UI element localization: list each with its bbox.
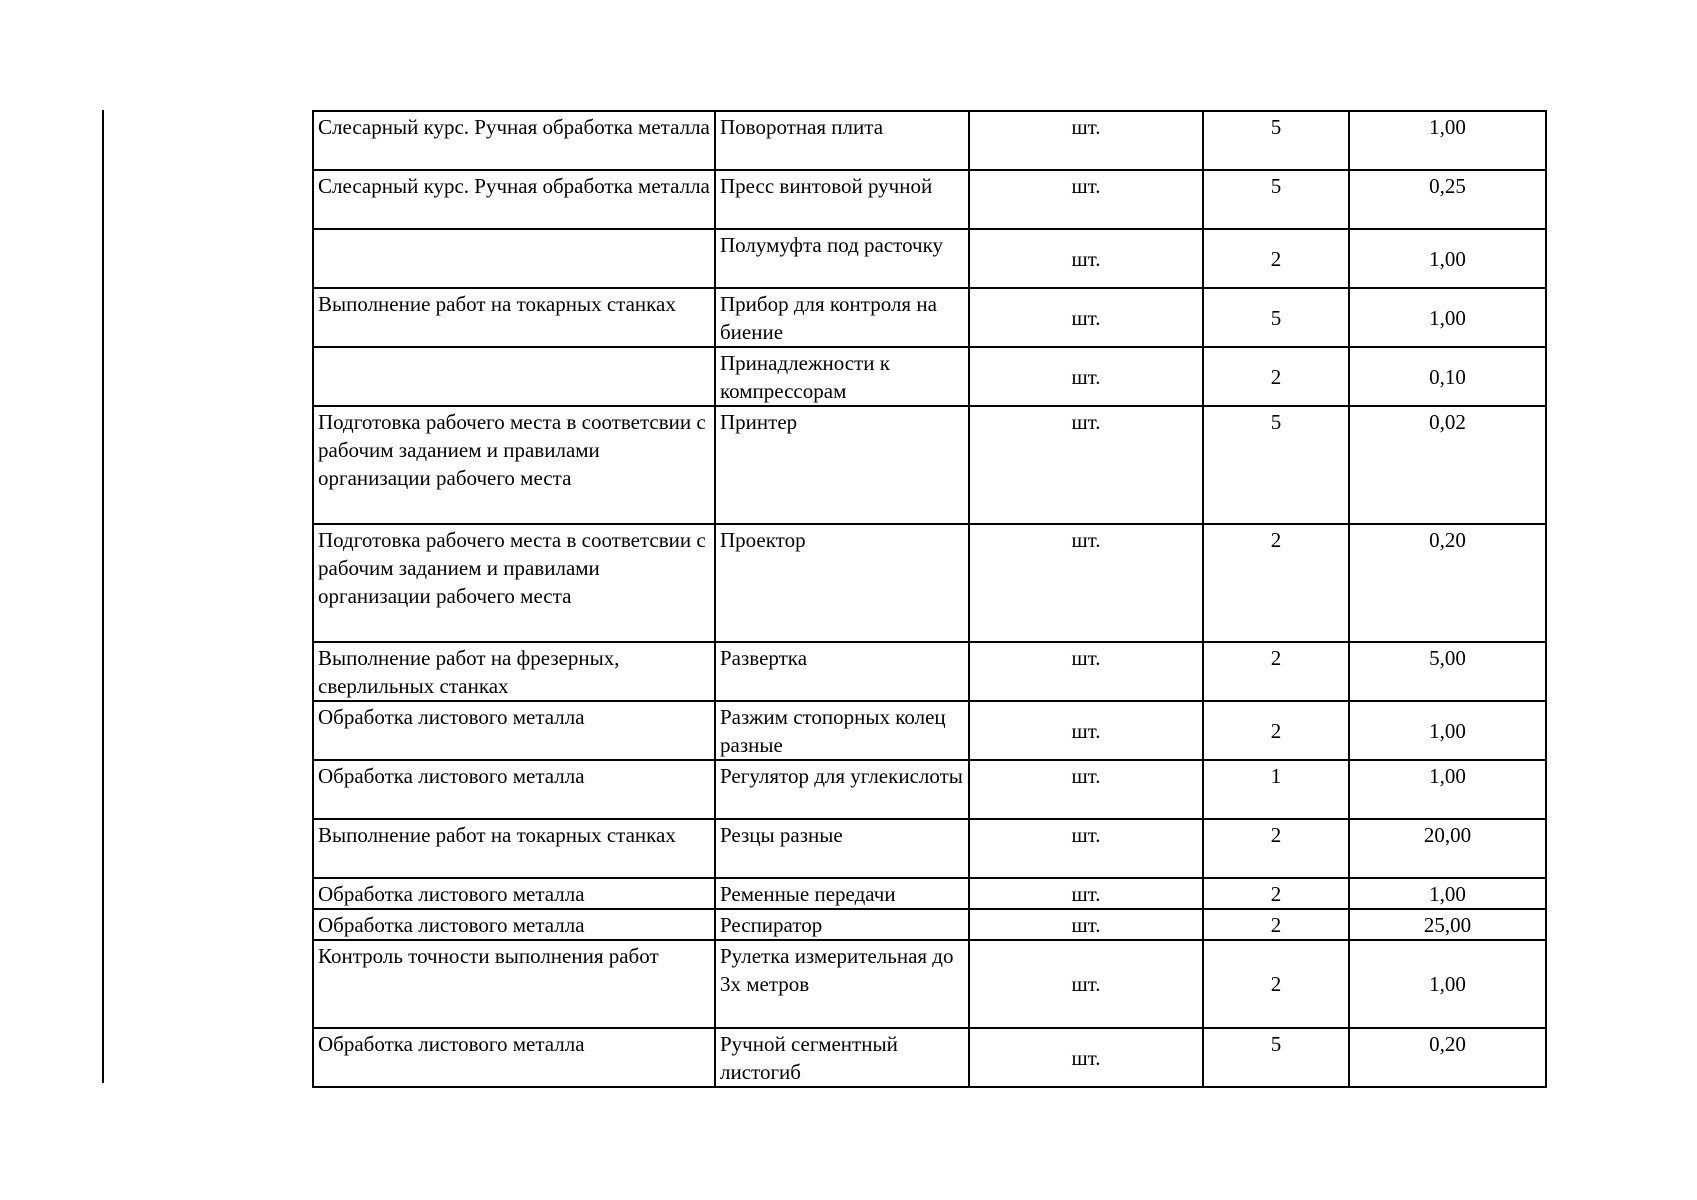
topic-cell: Обработка листового металла bbox=[313, 878, 715, 909]
item-name-cell: Разжим стопорных колец разные bbox=[715, 701, 969, 760]
unit-cell: шт. bbox=[969, 878, 1203, 909]
unit-cell: шт. bbox=[969, 909, 1203, 940]
table-row bbox=[313, 170, 1546, 229]
quantity-cell: 2 bbox=[1203, 819, 1349, 878]
equipment-table bbox=[312, 110, 1547, 1088]
quantity-cell: 5 bbox=[1203, 288, 1349, 347]
norm-cell: 5,00 bbox=[1349, 642, 1546, 701]
unit-cell: шт. bbox=[969, 1028, 1203, 1087]
norm-cell: 0,20 bbox=[1349, 524, 1546, 642]
topic-cell: Слесарный курс. Ручная обработка металла bbox=[313, 111, 715, 170]
topic-cell: Подготовка рабочего места в соответсвии с рабочим заданием и правилами организации рабочего места bbox=[313, 406, 715, 524]
table-row bbox=[313, 524, 1546, 642]
unit-cell: шт. bbox=[969, 229, 1203, 288]
item-name-cell: Принадлежности к компрессорам bbox=[715, 347, 969, 406]
quantity-cell: 2 bbox=[1203, 940, 1349, 1028]
table-row bbox=[313, 760, 1546, 819]
topic-cell: Обработка листового металла bbox=[313, 1028, 715, 1087]
item-name-cell: Регулятор для углекислоты bbox=[715, 760, 969, 819]
quantity-cell: 2 bbox=[1203, 909, 1349, 940]
quantity-cell: 2 bbox=[1203, 878, 1349, 909]
norm-cell: 0,20 bbox=[1349, 1028, 1546, 1087]
norm-cell: 1,00 bbox=[1349, 940, 1546, 1028]
topic-cell: Обработка листового металла bbox=[313, 909, 715, 940]
unit-cell: шт. bbox=[969, 701, 1203, 760]
topic-cell: Контроль точности выполнения работ bbox=[313, 940, 715, 1028]
table-row bbox=[313, 940, 1546, 1028]
item-name-cell: Поворотная плита bbox=[715, 111, 969, 170]
quantity-cell: 5 bbox=[1203, 1028, 1349, 1087]
item-name-cell: Рулетка измерительная до 3х метров bbox=[715, 940, 969, 1028]
unit-cell: шт. bbox=[969, 170, 1203, 229]
norm-cell: 25,00 bbox=[1349, 909, 1546, 940]
unit-cell: шт. bbox=[969, 760, 1203, 819]
table-row bbox=[313, 642, 1546, 701]
norm-cell: 1,00 bbox=[1349, 878, 1546, 909]
table-row bbox=[313, 701, 1546, 760]
topic-cell: Выполнение работ на фрезерных, сверлильных станках bbox=[313, 642, 715, 701]
quantity-cell: 2 bbox=[1203, 229, 1349, 288]
table-row bbox=[313, 909, 1546, 940]
item-name-cell: Ременные передачи bbox=[715, 878, 969, 909]
topic-cell: Обработка листового металла bbox=[313, 701, 715, 760]
topic-cell bbox=[313, 347, 715, 406]
topic-cell: Слесарный курс. Ручная обработка металла bbox=[313, 170, 715, 229]
quantity-cell: 1 bbox=[1203, 760, 1349, 819]
table-row bbox=[313, 406, 1546, 524]
quantity-cell: 2 bbox=[1203, 642, 1349, 701]
item-name-cell: Респиратор bbox=[715, 909, 969, 940]
table-row bbox=[313, 347, 1546, 406]
quantity-cell: 5 bbox=[1203, 111, 1349, 170]
item-name-cell: Развертка bbox=[715, 642, 969, 701]
topic-cell: Выполнение работ на токарных станках bbox=[313, 819, 715, 878]
table-row bbox=[313, 229, 1546, 288]
norm-cell: 0,25 bbox=[1349, 170, 1546, 229]
unit-cell: шт. bbox=[969, 347, 1203, 406]
norm-cell: 0,02 bbox=[1349, 406, 1546, 524]
quantity-cell: 5 bbox=[1203, 406, 1349, 524]
table-row bbox=[313, 288, 1546, 347]
norm-cell: 20,00 bbox=[1349, 819, 1546, 878]
norm-cell: 1,00 bbox=[1349, 111, 1546, 170]
table-row bbox=[313, 1028, 1546, 1087]
quantity-cell: 2 bbox=[1203, 347, 1349, 406]
table-row bbox=[313, 111, 1546, 170]
table-row bbox=[313, 819, 1546, 878]
unit-cell: шт. bbox=[969, 524, 1203, 642]
topic-cell: Подготовка рабочего места в соответсвии с рабочим заданием и правилами организации рабочего места bbox=[313, 524, 715, 642]
unit-cell: шт. bbox=[969, 642, 1203, 701]
unit-cell: шт. bbox=[969, 940, 1203, 1028]
topic-cell: Обработка листового металла bbox=[313, 760, 715, 819]
norm-cell: 0,10 bbox=[1349, 347, 1546, 406]
quantity-cell: 5 bbox=[1203, 170, 1349, 229]
unit-cell: шт. bbox=[969, 406, 1203, 524]
norm-cell: 1,00 bbox=[1349, 760, 1546, 819]
item-name-cell: Проектор bbox=[715, 524, 969, 642]
item-name-cell: Прибор для контроля на биение bbox=[715, 288, 969, 347]
unit-cell: шт. bbox=[969, 111, 1203, 170]
table-row bbox=[313, 878, 1546, 909]
unit-cell: шт. bbox=[969, 819, 1203, 878]
topic-cell: Выполнение работ на токарных станках bbox=[313, 288, 715, 347]
item-name-cell: Ручной сегментный листогиб bbox=[715, 1028, 969, 1087]
item-name-cell: Пресс винтовой ручной bbox=[715, 170, 969, 229]
topic-cell bbox=[313, 229, 715, 288]
unit-cell: шт. bbox=[969, 288, 1203, 347]
left-margin-line bbox=[102, 110, 104, 1083]
norm-cell: 1,00 bbox=[1349, 288, 1546, 347]
quantity-cell: 2 bbox=[1203, 524, 1349, 642]
norm-cell: 1,00 bbox=[1349, 701, 1546, 760]
norm-cell: 1,00 bbox=[1349, 229, 1546, 288]
item-name-cell: Резцы разные bbox=[715, 819, 969, 878]
item-name-cell: Принтер bbox=[715, 406, 969, 524]
quantity-cell: 2 bbox=[1203, 701, 1349, 760]
item-name-cell: Полумуфта под расточку bbox=[715, 229, 969, 288]
